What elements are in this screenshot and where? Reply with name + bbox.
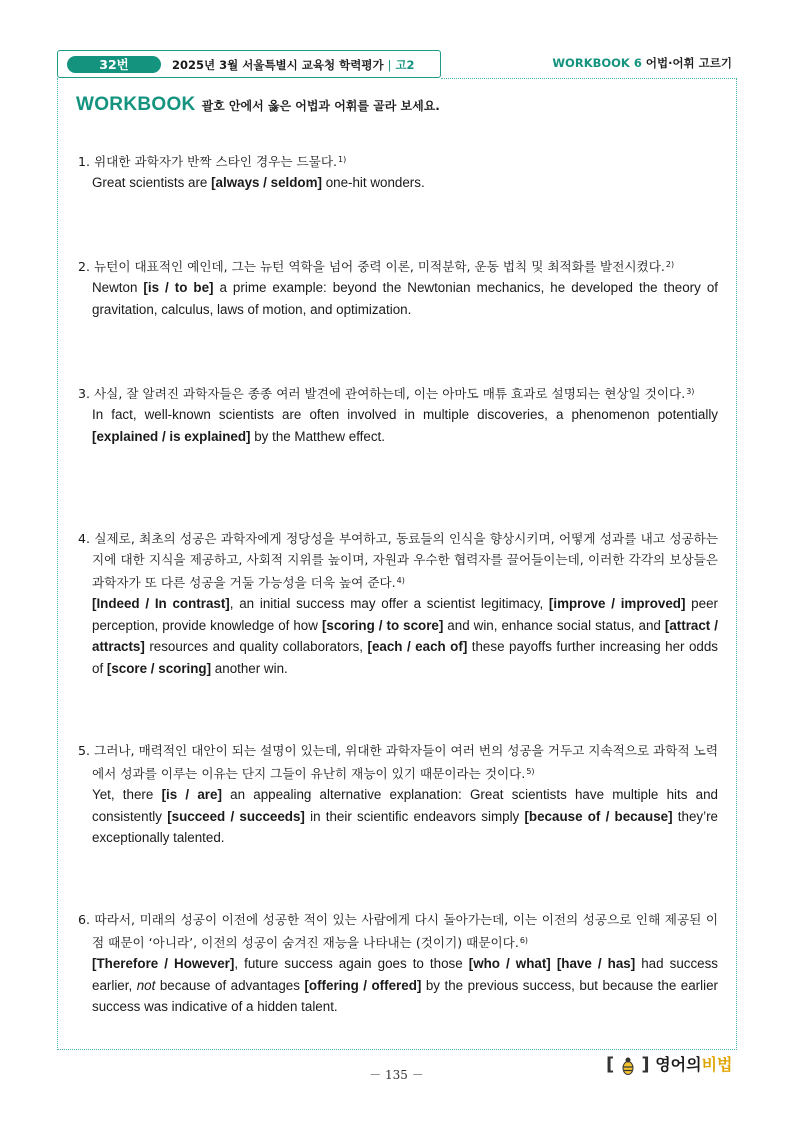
english-sentence: Yet, there [is / are] an appealing alternative explanation: Great scientists have multiple hits and consistently [succeed / succeeds] in their scientific endeavors simply [because of / because] they’re exceptionally talented.	[92, 787, 719, 845]
english-sentence: Great scientists are [always / seldom] one-hit wonders.	[92, 175, 425, 190]
workbook-description: 어법·어휘 고르기	[645, 56, 732, 70]
logo-text-main: 영어의	[655, 1055, 702, 1074]
korean-sentence: 4. 실제로, 최초의 성공은 과학자에게 정당성을 부여하고, 동료들의 인식을 향상시키며, 어떻게 성과를 내고 성공하는지에 대한 지식을 제공하고, 사회적 지위를 높이며, 자원과 우수한 협력자를 끌어들이는데, 이러한 각각의 보상들은 과학자가 또 다른 성공을 거둘 가능성을 더욱 높여 준다.$^{4)}$	[78, 531, 718, 590]
question-number-badge: 32번	[67, 56, 161, 73]
exercise-item-1	[78, 149, 718, 194]
choice-bracket[interactable]: [offering / offered]	[304, 977, 422, 993]
footnote-marker: 5)	[526, 767, 535, 776]
exercise-item-2	[78, 254, 718, 320]
choice-bracket[interactable]: [succeed / succeeds]	[167, 808, 305, 824]
korean-sentence: 5. 그러나, 매력적인 대안이 되는 설명이 있는데, 위대한 과학자들이 여러 번의 성공을 거두고 지속적으로 과학적 노력에서 성과를 이루는 이유는 단지 그들이 유난히 재능이 있기 때문이라는 것이다.$^{5)}$	[78, 743, 718, 781]
logo-bracket-left: [	[606, 1054, 615, 1075]
workbook-heading	[76, 94, 440, 116]
exercise-item-3	[78, 381, 718, 447]
korean-sentence: 3. 사실, 잘 알려진 과학자들은 종종 여러 발견에 관여하는데, 이는 아마도 매튜 효과로 설명되는 현상일 것이다.$^{3)}$	[78, 386, 695, 401]
choice-bracket[interactable]: [improve / improved]	[548, 596, 686, 611]
english-sentence: In fact, well-known scientists are often involved in multiple discoveries, a phenomenon potentially [explained / is explained] by the Matthew effect.	[92, 407, 718, 444]
korean-sentence: 1. 위대한 과학자가 반짝 스타인 경우는 드물다.$^{1)}$	[78, 154, 347, 169]
choice-bracket[interactable]: [because of / because]	[524, 808, 673, 824]
choice-bracket[interactable]: [is / to be]	[143, 280, 214, 295]
workbook-title: WORKBOOK	[76, 94, 196, 115]
workbook-label	[552, 55, 732, 71]
footnote-marker: 1)	[338, 155, 347, 164]
choice-bracket[interactable]: [attract / attracts]	[92, 617, 718, 654]
english-sentence: [Therefore / However], future success again goes to those [who / what] [have / has] had success earlier, not because of advantages [offering / offered] by the previous success, but because the earlier success was indicative of a hidden talent.	[92, 956, 719, 1014]
workbook-number: WORKBOOK 6	[552, 56, 642, 70]
choice-bracket[interactable]: [Indeed / In contrast]	[92, 596, 230, 611]
exercise-item-4	[78, 528, 718, 679]
choice-bracket[interactable]: [each / each of]	[367, 639, 468, 654]
exam-title	[172, 57, 415, 73]
logo-text-accent: 비법	[701, 1055, 733, 1074]
logo-bracket-right: ]	[641, 1054, 650, 1075]
exercise-item-5	[78, 740, 718, 849]
choice-bracket[interactable]: [scoring / to score]	[321, 617, 444, 633]
workbook-instruction: 괄호 안에서 옳은 어법과 어휘를 골라 보세요.	[201, 99, 440, 113]
korean-sentence: 2. 뉴턴이 대표적인 예인데, 그는 뉴턴 역학을 넘어 중력 이론, 미적분학, 운동 법칙 및 최적화를 발전시켰다.$^{2)}$	[78, 259, 675, 274]
choice-bracket[interactable]: [always / seldom]	[211, 175, 322, 190]
exercise-item-6	[78, 909, 718, 1018]
english-sentence: Newton [is / to be] a prime example: beyond the Newtonian mechanics, he developed the theory of gravitation, calculus, laws of motion, and optimization.	[92, 280, 718, 317]
emphasis-not: not	[136, 977, 156, 993]
footnote-marker: 4)	[396, 576, 405, 585]
choice-bracket[interactable]: [have / has]	[556, 956, 636, 971]
exam-title-text: 2025년 3월 서울특별시 교육청 학력평가	[172, 58, 384, 72]
choice-bracket[interactable]: [Therefore / However]	[92, 956, 235, 971]
footnote-marker: 2)	[665, 260, 675, 269]
choice-bracket[interactable]: [score / scoring]	[106, 660, 212, 676]
choice-bracket[interactable]: [is / are]	[161, 787, 222, 802]
choice-bracket[interactable]: [who / what]	[468, 956, 551, 971]
english-sentence: [Indeed / In contrast], an initial success may offer a scientist legitimacy, [improve / improved] peer perception, provide knowledge of how [scoring / to score] and win, enhance social status, and [attract / attracts] resources and quality collaborators, [each / each of] these payoffs further increasing her odds of [score / scoring] another win.	[92, 596, 719, 676]
page-number: － 135 －	[369, 1068, 424, 1082]
footnote-marker: 6)	[519, 936, 529, 945]
korean-sentence: 6. 따라서, 미래의 성공이 이전에 성공한 적이 있는 사람에게 다시 돌아가는데, 이는 이전의 성공으로 인해 제공된 이점 때문이 ‘아니라’, 이전의 성공이 숨겨진 재능을 나타내는 (것이기) 때문이다.$^{6)}$	[78, 912, 718, 950]
footnote-marker: 3)	[686, 387, 695, 396]
content-frame-top	[441, 78, 737, 79]
grade-label: 고2	[395, 58, 415, 72]
choice-bracket[interactable]: [explained / is explained]	[92, 428, 251, 444]
title-separator: |	[387, 58, 392, 72]
